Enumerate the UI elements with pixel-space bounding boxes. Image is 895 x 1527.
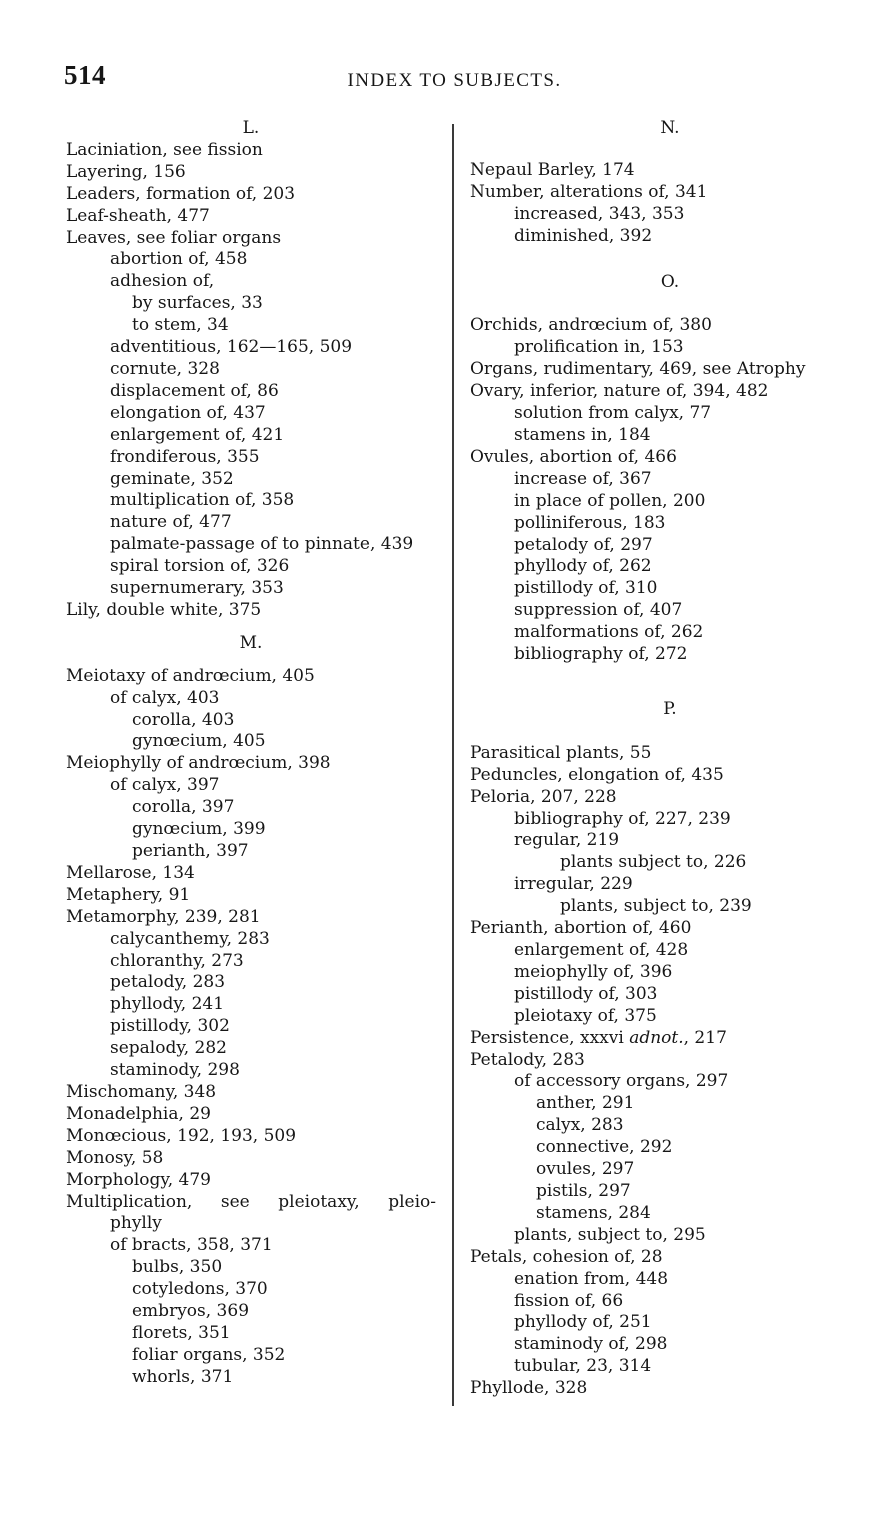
index-entry: Monœcious, 192, 193, 509: [66, 1125, 297, 1146]
justified-word: pleiotaxy,: [278, 1191, 360, 1212]
index-subentry: calyx, 283: [536, 1115, 624, 1136]
index-subentry: petalody of, 297: [514, 534, 653, 555]
index-subentry: bulbs, 350: [132, 1257, 223, 1278]
index-entry: Number, alterations of, 341: [470, 181, 708, 202]
index-subentry: plants, subject to, 239: [560, 896, 752, 917]
index-subentry: to stem, 34: [132, 315, 229, 336]
index-entry: Leaves, see foliar organs: [66, 227, 282, 248]
index-subentry: bibliography of, 227, 239: [514, 808, 731, 829]
index-subentry: elongation of, 437: [110, 402, 266, 423]
column-divider: [452, 124, 454, 1406]
index-subentry: supernumerary, 353: [110, 578, 284, 599]
index-subentry: of accessory organs, 297: [514, 1071, 729, 1092]
index-subentry: sepalody, 282: [110, 1038, 227, 1059]
index-subentry: increased, 343, 353: [514, 203, 685, 224]
index-subentry: stamens, 284: [536, 1202, 651, 1223]
section-heading-p: P.: [663, 698, 677, 719]
index-subentry: spiral torsion of, 326: [110, 556, 290, 577]
index-subentry: pistillody of, 303: [514, 983, 658, 1004]
index-subentry: pistillody, 302: [110, 1016, 230, 1037]
index-entry: Ovary, inferior, nature of, 394, 482: [470, 381, 769, 402]
index-entry: Peduncles, elongation of, 435: [470, 764, 724, 785]
index-entry: Monadelphia, 29: [66, 1103, 211, 1124]
entry-text: , 217: [683, 1027, 727, 1048]
index-subentry: staminody of, 298: [514, 1334, 668, 1355]
index-entry: Orchids, andrœcium of, 380: [470, 315, 712, 336]
right-column: [470, 118, 870, 1400]
index-subentry: of calyx, 397: [110, 775, 220, 796]
index-entry: Mellarose, 134: [66, 862, 195, 883]
index-subentry: diminished, 392: [514, 225, 653, 246]
index-subentry: enlargement of, 421: [110, 424, 285, 445]
index-subentry: calycanthemy, 283: [110, 928, 270, 949]
index-subentry: foliar organs, 352: [132, 1344, 286, 1365]
index-entry: Leaders, formation of, 203: [66, 183, 296, 204]
index-subentry: enlargement of, 428: [514, 940, 689, 960]
index-subentry: cotyledons, 370: [132, 1279, 268, 1300]
index-entry: Metaphery, 91: [66, 884, 191, 905]
index-subentry: frondiferous, 355: [110, 446, 260, 467]
index-subentry: florets, 351: [132, 1322, 231, 1343]
index-subentry: irregular, 229: [514, 874, 633, 895]
index-entry: Organs, rudimentary, 469, see Atrophy: [470, 359, 806, 380]
index-entry: Peloria, 207, 228: [470, 786, 617, 807]
index-entry: Monosy, 58: [66, 1147, 164, 1168]
index-subentry: gynœcium, 399: [132, 819, 266, 840]
index-subentry: staminody, 298: [110, 1060, 240, 1081]
index-entry: Metamorphy, 239, 281: [66, 906, 261, 927]
index-subentry: perianth, 397: [132, 841, 249, 861]
justified-word: pleio-: [388, 1191, 436, 1212]
index-subentry: anther, 291: [536, 1093, 635, 1114]
index-entry-justified: [66, 1192, 436, 1214]
index-entry: [470, 1028, 870, 1050]
index-entry: Meiotaxy of andrœcium, 405: [66, 665, 315, 686]
index-subentry: petalody, 283: [110, 972, 226, 993]
index-subentry: in place of pollen, 200: [514, 490, 706, 511]
index-subentry: adventitious, 162—165, 509: [110, 337, 353, 358]
index-entry: Nepaul Barley, 174: [470, 159, 635, 180]
index-subentry: solution from calyx, 77: [514, 403, 712, 424]
index-entry: Morphology, 479: [66, 1169, 211, 1190]
index-subentry: palmate-passage of to pinnate, 439: [110, 534, 414, 555]
index-subentry: abortion of, 458: [110, 249, 248, 270]
index-subentry: plants, subject to, 295: [514, 1224, 706, 1245]
index-subentry: pistillody of, 310: [514, 578, 658, 599]
left-column: [66, 118, 436, 1389]
index-subentry: gynœcium, 405: [132, 731, 266, 752]
index-entry: Laciniation, see fission: [66, 139, 263, 160]
index-subentry: polliniferous, 183: [514, 512, 666, 533]
index-subentry: connective, 292: [536, 1137, 673, 1158]
index-entry: Perianth, abortion of, 460: [470, 918, 692, 939]
section-heading-m: M.: [239, 632, 263, 653]
index-subentry: multiplication of, 358: [110, 490, 295, 511]
index-entry: Ovules, abortion of, 466: [470, 446, 677, 467]
index-subentry: by surfaces, 33: [132, 293, 263, 314]
index-entry: Layering, 156: [66, 161, 186, 182]
index-subentry: adhesion of,: [110, 271, 215, 292]
index-subentry: phyllody, 241: [110, 994, 225, 1015]
index-entry: Petalody, 283: [470, 1049, 585, 1070]
justified-word: Multiplication,: [66, 1191, 193, 1212]
index-subentry: phyllody of, 251: [514, 1312, 652, 1333]
section-heading-n: N.: [660, 118, 680, 138]
index-subentry: suppression of, 407: [514, 600, 683, 621]
index-entry: Petals, cohesion of, 28: [470, 1246, 663, 1267]
index-entry: Lily, double white, 375: [66, 599, 262, 620]
section-heading-o: O.: [660, 271, 680, 292]
index-subentry: fission of, 66: [514, 1290, 624, 1311]
index-subentry: pleiotaxy of, 375: [514, 1005, 657, 1026]
index-entry: Leaf-sheath, 477: [66, 205, 210, 226]
index-entry: Parasitical plants, 55: [470, 742, 652, 763]
index-subentry: nature of, 477: [110, 512, 232, 533]
running-head: INDEX TO SUBJECTS.: [347, 70, 562, 91]
page-number: 514: [64, 60, 106, 90]
index-subentry: meiophylly of, 396: [514, 961, 673, 982]
index-subentry: malformations of, 262: [514, 622, 704, 643]
index-subentry: ovules, 297: [536, 1159, 635, 1180]
index-subentry: enation from, 448: [514, 1268, 669, 1289]
index-subentry: cornute, 328: [110, 358, 220, 379]
index-entry: Mischomany, 348: [66, 1081, 217, 1102]
index-subentry: phylly: [110, 1213, 162, 1234]
index-subentry: of bracts, 358, 371: [110, 1235, 273, 1256]
index-subentry: corolla, 403: [132, 709, 235, 730]
entry-text: Persistence, xxxvi: [470, 1027, 624, 1048]
index-entry: Meiophylly of andrœcium, 398: [66, 753, 331, 774]
index-subentry: corolla, 397: [132, 797, 235, 818]
index-subentry: increase of, 367: [514, 468, 652, 489]
index-subentry: prolification in, 153: [514, 337, 684, 358]
index-subentry: tubular, 23, 314: [514, 1356, 652, 1377]
index-subentry: phyllody of, 262: [514, 556, 652, 577]
index-subentry: plants subject to, 226: [560, 852, 747, 873]
justified-word: see: [220, 1191, 250, 1212]
index-subentry: geminate, 352: [110, 468, 234, 489]
section-heading-l: L.: [242, 118, 260, 138]
index-subentry: of calyx, 403: [110, 687, 220, 708]
entry-italic: adnot.: [629, 1027, 684, 1048]
index-subentry: bibliography of, 272: [514, 644, 688, 665]
index-subentry: chloranthy, 273: [110, 950, 244, 971]
index-subentry: regular, 219: [514, 830, 620, 851]
index-subentry: whorls, 371: [132, 1366, 234, 1387]
index-subentry: displacement of, 86: [110, 380, 279, 401]
index-entry: Phyllode, 328: [470, 1378, 588, 1399]
index-subentry: embryos, 369: [132, 1301, 250, 1322]
index-subentry: pistils, 297: [536, 1180, 631, 1201]
index-subentry: stamens in, 184: [514, 424, 651, 445]
